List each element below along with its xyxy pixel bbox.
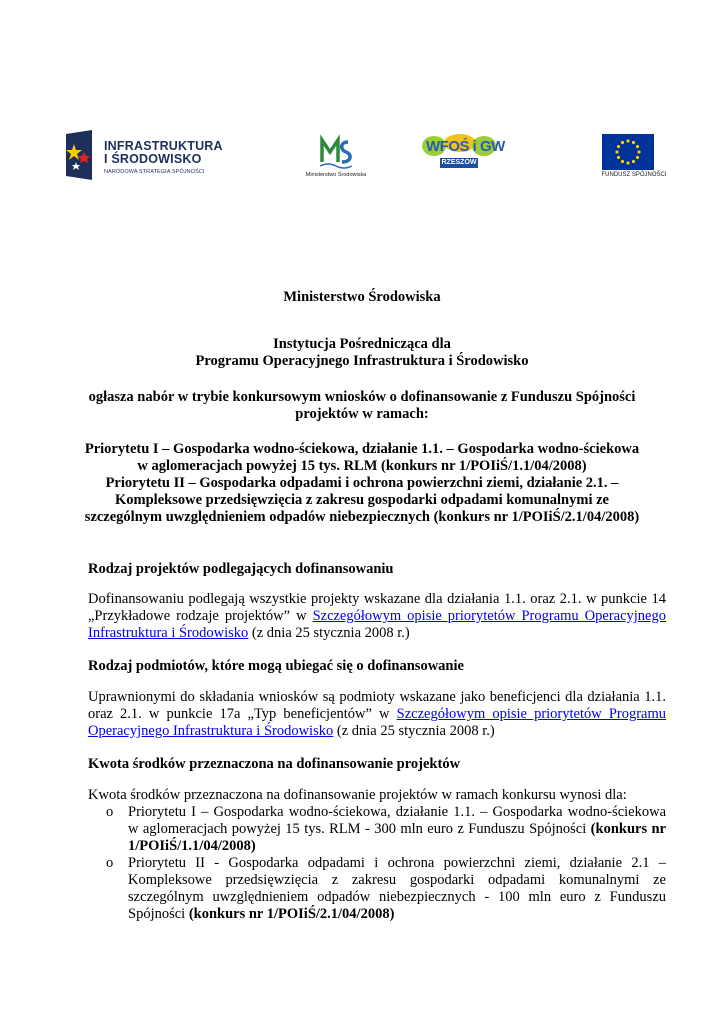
- wfos-city: RZESZÓW: [441, 159, 477, 166]
- institution-line-1: Instytucja Pośrednicząca dla: [273, 336, 451, 352]
- funds-item-1-text: Priorytetu I – Gospodarka wodno-ściekowa, działanie 1.1. – Gospodarka wodno-ściekowa w aglomeracjach powyżej 15 tys. RLM - 300 mln euro z Funduszu Spójności: [128, 804, 666, 837]
- section2-text-before: Uprawnionymi do składania wniosków są podmioty wskazane jako beneficjenci dla działania 1.1. oraz 2.1. w punkcie 17a „Typ beneficjentów” w: [88, 689, 666, 722]
- section1-text-before: Dofinansowaniu podlegają wszystkie projekty wskazane dla działania 1.1. oraz 2.1. w punkcie 14 „Przykładowe rodzaje projektów” w: [88, 591, 666, 624]
- srodowisko-title: I ŚRODOWISKO: [104, 152, 202, 166]
- section-entities-title: Rodzaj podmiotów, które mogą ubiegać się o dofinansowanie: [88, 658, 464, 674]
- institution-heading: [60, 336, 664, 370]
- priorities-heading: [60, 441, 664, 526]
- funds-item-2-text: Priorytetu II - Gospodarka odpadami i ochrona powierzchni ziemi, działanie 2.1 – Kompleksowe przedsięwzięcia z zakresu gospodarki odpadami komunalnymi ze szczególnym uwzględnieniem odpadów niebezpiecznych - 100 mln euro z Funduszu Spójności: [128, 855, 666, 922]
- section-project-types-title: Rodzaj projektów podlegających dofinansowaniu: [88, 561, 394, 577]
- institution-line-2: Programu Operacyjnego Infrastruktura i Środowisko: [195, 353, 529, 369]
- priority-line-2: w aglomeracjach powyżej 15 tys. RLM (konkurs nr 1/POIiŚ/1.1/04/2008): [137, 458, 587, 474]
- funds-item-1-contest: (konkurs nr 1/POIiŚ/1.1/04/2008): [128, 821, 666, 854]
- section2-program-link[interactable]: Szczegółowym opisie priorytetów Programu Operacyjnego Infrastruktura i Środowisko: [88, 706, 667, 739]
- priority-line-4: Kompleksowe przedsięwzięcia z zakresu gospodarki odpadami komunalnymi ze: [115, 492, 609, 508]
- infrastruktura-flag-icon: [66, 130, 98, 180]
- wfos-logo: [420, 134, 505, 184]
- ministry-caption: Ministerstwo Środowiska: [305, 172, 367, 178]
- section-project-types-text: [88, 591, 666, 642]
- logos-row: [64, 126, 674, 186]
- bullet-icon: o: [106, 855, 114, 871]
- bullet-icon: o: [106, 804, 114, 820]
- wfos-text: WFOŚ i GW: [426, 138, 505, 155]
- priority-line-3: Priorytetu II – Gospodarka odpadami i ochrona powierzchni ziemi, działanie 2.1. –: [105, 475, 619, 491]
- section-funds-title: Kwota środków przeznaczona na dofinansowanie projektów: [88, 756, 461, 772]
- section1-program-link[interactable]: Szczegółowym opisie priorytetów Programu Operacyjnego Infrastruktura i Środowisko: [88, 608, 666, 641]
- infrastruktura-logo: [64, 126, 244, 182]
- eu-flag-icon: [602, 134, 654, 170]
- section1-text-after: (z dnia 25 stycznia 2008 r.): [248, 625, 410, 641]
- announcement-heading: [60, 389, 664, 423]
- infrastruktura-title: INFRASTRUKTURA: [104, 139, 223, 153]
- strategy-subtitle: NARODOWA STRATEGIA SPÓJNOŚCI: [104, 169, 205, 175]
- eu-logo: [600, 134, 672, 182]
- eu-caption: FUNDUSZ SPÓJNOŚCI: [601, 172, 667, 178]
- priority-line-1: Priorytetu I – Gospodarka wodno-ściekowa, działanie 1.1. – Gospodarka wodno-ściekowa: [84, 441, 640, 457]
- funds-item-2-contest: (konkurs nr 1/POIiŚ/2.1/04/2008): [188, 906, 395, 922]
- section-funds-intro: Kwota środków przeznaczona na dofinansowanie projektów w ramach konkursu wynosi dla:: [88, 787, 627, 803]
- announcement-line-1: ogłasza nabór w trybie konkursowym wniosków o dofinansowanie z Funduszu Spójności: [88, 389, 636, 405]
- ministry-heading: Ministerstwo Środowiska: [283, 289, 441, 305]
- list-item: [88, 855, 666, 923]
- priority-line-5: szczególnym uwzględnieniem odpadów niebezpiecznych (konkurs nr 1/POIiŚ/2.1/04/2008): [84, 509, 640, 525]
- funds-list: [88, 804, 666, 923]
- section-entities-text: [88, 689, 666, 740]
- announcement-line-2: projektów w ramach:: [295, 406, 429, 422]
- list-item: [88, 804, 666, 855]
- ministry-emblem-icon: [318, 132, 354, 170]
- ministry-logo: [296, 132, 376, 182]
- section2-text-after: (z dnia 25 stycznia 2008 r.): [333, 723, 495, 739]
